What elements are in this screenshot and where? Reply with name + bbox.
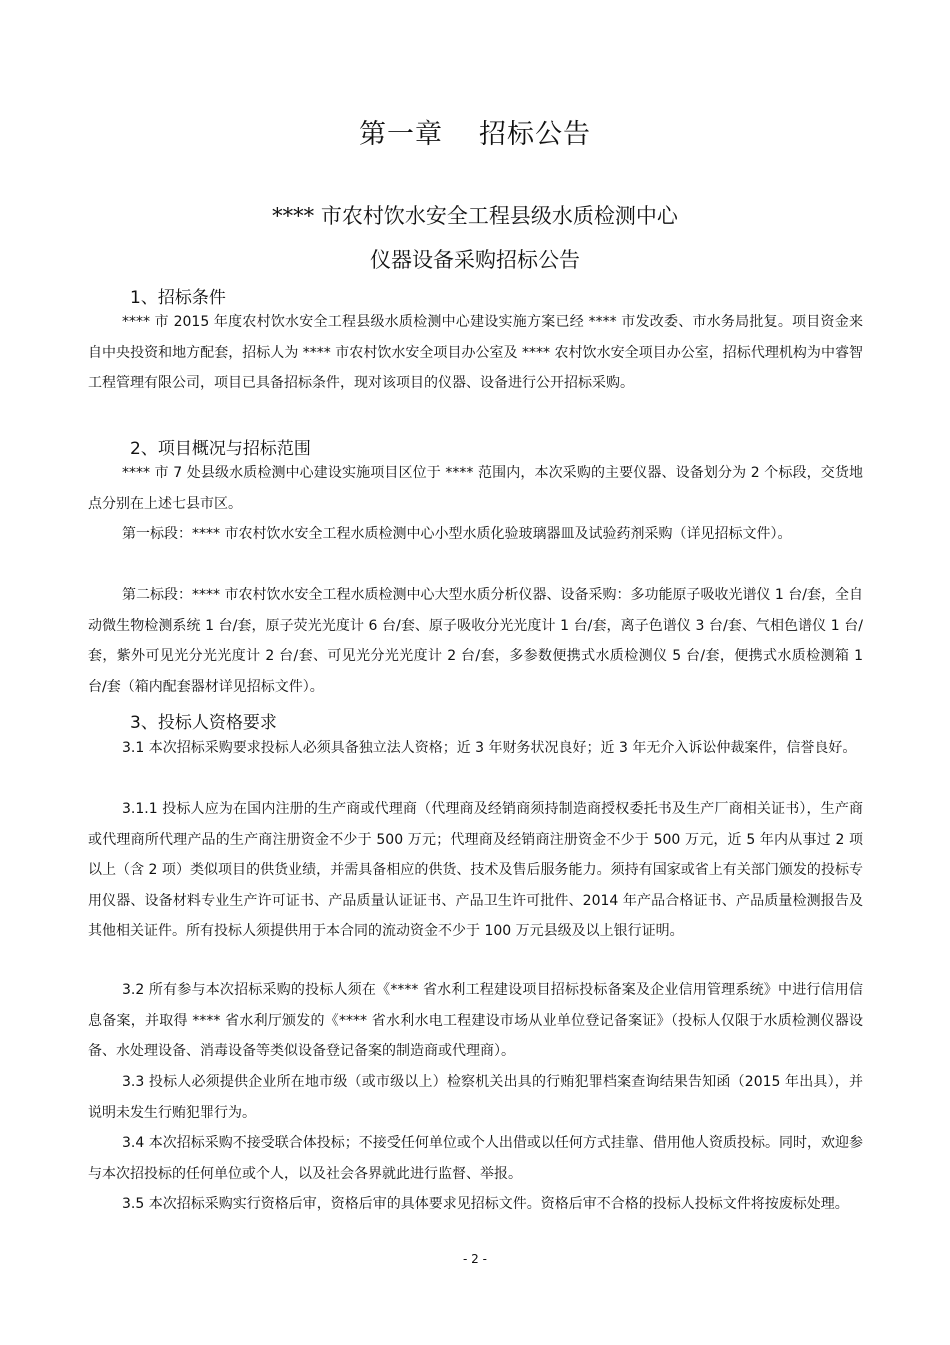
- section-3-paragraph-2: [88, 794, 863, 947]
- paragraph-text: 第一标段：**** 市农村饮水安全工程水质检测中心小型水质化验玻璃器皿及试验药剂采购（详见招标文件）。: [122, 526, 792, 542]
- chapter-title: [0, 112, 950, 151]
- section-2-paragraph-2: [88, 519, 863, 550]
- section-3-paragraph-3: [88, 975, 863, 1067]
- paragraph-text: 3.1.1 投标人应为在国内注册的生产商或代理商（代理商及经销商须持制造商授权委托书及生产厂商相关证书），生产商或代理商所代理产品的生产商注册资金不少于 500 万元；代理商及经销商注册资金不少于 500 万元，近 5 年内从事过 2 项以上（含 2 项）类似项目的供货业绩，并需具备相应的供货、技术及售后服务能力。须持有国家或省上有关部门颁发的投标专用仪器、设备材料专业生产许可证书、产品质量认证证书、产品卫生许可批件、2014 年产品合格证书、产品质量检测报告及其他相关证件。所有投标人须提供用于本合同的流动资金不少于 100 万元县级及以上银行证明。: [88, 801, 863, 939]
- section-1-paragraph-1: [88, 307, 863, 399]
- document-title-line-2: 仪器设备采购招标公告: [370, 248, 580, 272]
- section-heading-1: 1、招标条件: [130, 288, 226, 308]
- paragraph-text: 第二标段：**** 市农村饮水安全工程水质检测中心大型水质分析仪器、设备采购：多功能原子吸收光谱仪 1 台/套，全自动微生物检测系统 1 台/套，原子荧光光度计 6 台/套、原子吸收分光光度计 1 台/套，离子色谱仪 3 台/套、气相色谱仪 1 台/套，紫外可见光分光光度计 2 台/套、可见光分光光度计 2 台/套，多参数便携式水质检测仪 5 台/套，便携式水质检测箱 1 台/套（箱内配套器材详见招标文件）。: [88, 587, 863, 695]
- paragraph-text: 3.4 本次招标采购不接受联合体投标；不接受任何单位或个人出借或以任何方式挂靠、借用他人资质投标。同时，欢迎参与本次招投标的任何单位或个人，以及社会各界就此进行监督、举报。: [88, 1135, 863, 1182]
- paragraph-text: 3.3 投标人必须提供企业所在地市级（或市级以上）检察机关出具的行贿犯罪档案查询结果告知函（2015 年出具），并说明未发生行贿犯罪行为。: [88, 1074, 863, 1121]
- paragraph-text: 3.1 本次招标采购要求投标人必须具备独立法人资格；近 3 年财务状况良好；近 3 年无介入诉讼仲裁案件，信誉良好。: [122, 740, 857, 756]
- section-3-paragraph-1: [88, 733, 863, 764]
- paragraph-text: 3.5 本次招标采购实行资格后审，资格后审的具体要求见招标文件。资格后审不合格的投标人投标文件将按废标处理。: [122, 1196, 849, 1212]
- paragraph-text: **** 市 2015 年度农村饮水安全工程县级水质检测中心建设实施方案已经 **** 市发改委、市水务局批复。项目资金来自中央投资和地方配套，招标人为 **** 市农村饮水安全项目办公室及 **** 农村饮水安全项目办公室，招标代理机构为中睿智工程管理有限公司，项目已具备招标条件，现对该项目的仪器、设备进行公开招标采购。: [88, 314, 863, 391]
- document-title-line-1: **** 市农村饮水安全工程县级水质检测中心: [272, 204, 678, 228]
- section-heading-3: 3、投标人资格要求: [130, 713, 277, 733]
- section-2-paragraph-1: [88, 458, 863, 519]
- section-3-paragraph-5: [88, 1128, 863, 1189]
- section-heading-2: 2、项目概况与招标范围: [130, 439, 311, 459]
- section-3-paragraph-4: [88, 1067, 863, 1128]
- paragraph-text: **** 市 7 处县级水质检测中心建设实施项目区位于 **** 范围内，本次采购的主要仪器、设备划分为 2 个标段，交货地点分别在上述七县市区。: [88, 465, 863, 512]
- chapter-number: 第一章: [359, 119, 443, 150]
- section-3-paragraph-6: [88, 1189, 863, 1220]
- page-number: - 2 -: [463, 1252, 487, 1266]
- chapter-name: 招标公告: [479, 119, 591, 150]
- paragraph-text: 3.2 所有参与本次招标采购的投标人须在《**** 省水利工程建设项目招标投标备案及企业信用管理系统》中进行信用信息备案，并取得 **** 省水利厅颁发的《**** 省水利水电工程建设市场从业单位登记备案证》（投标人仅限于水质检测仪器设备、水处理设备、消毒设备等类似设备登记备案的制造商或代理商）。: [88, 982, 863, 1059]
- section-2-paragraph-3: [88, 580, 863, 702]
